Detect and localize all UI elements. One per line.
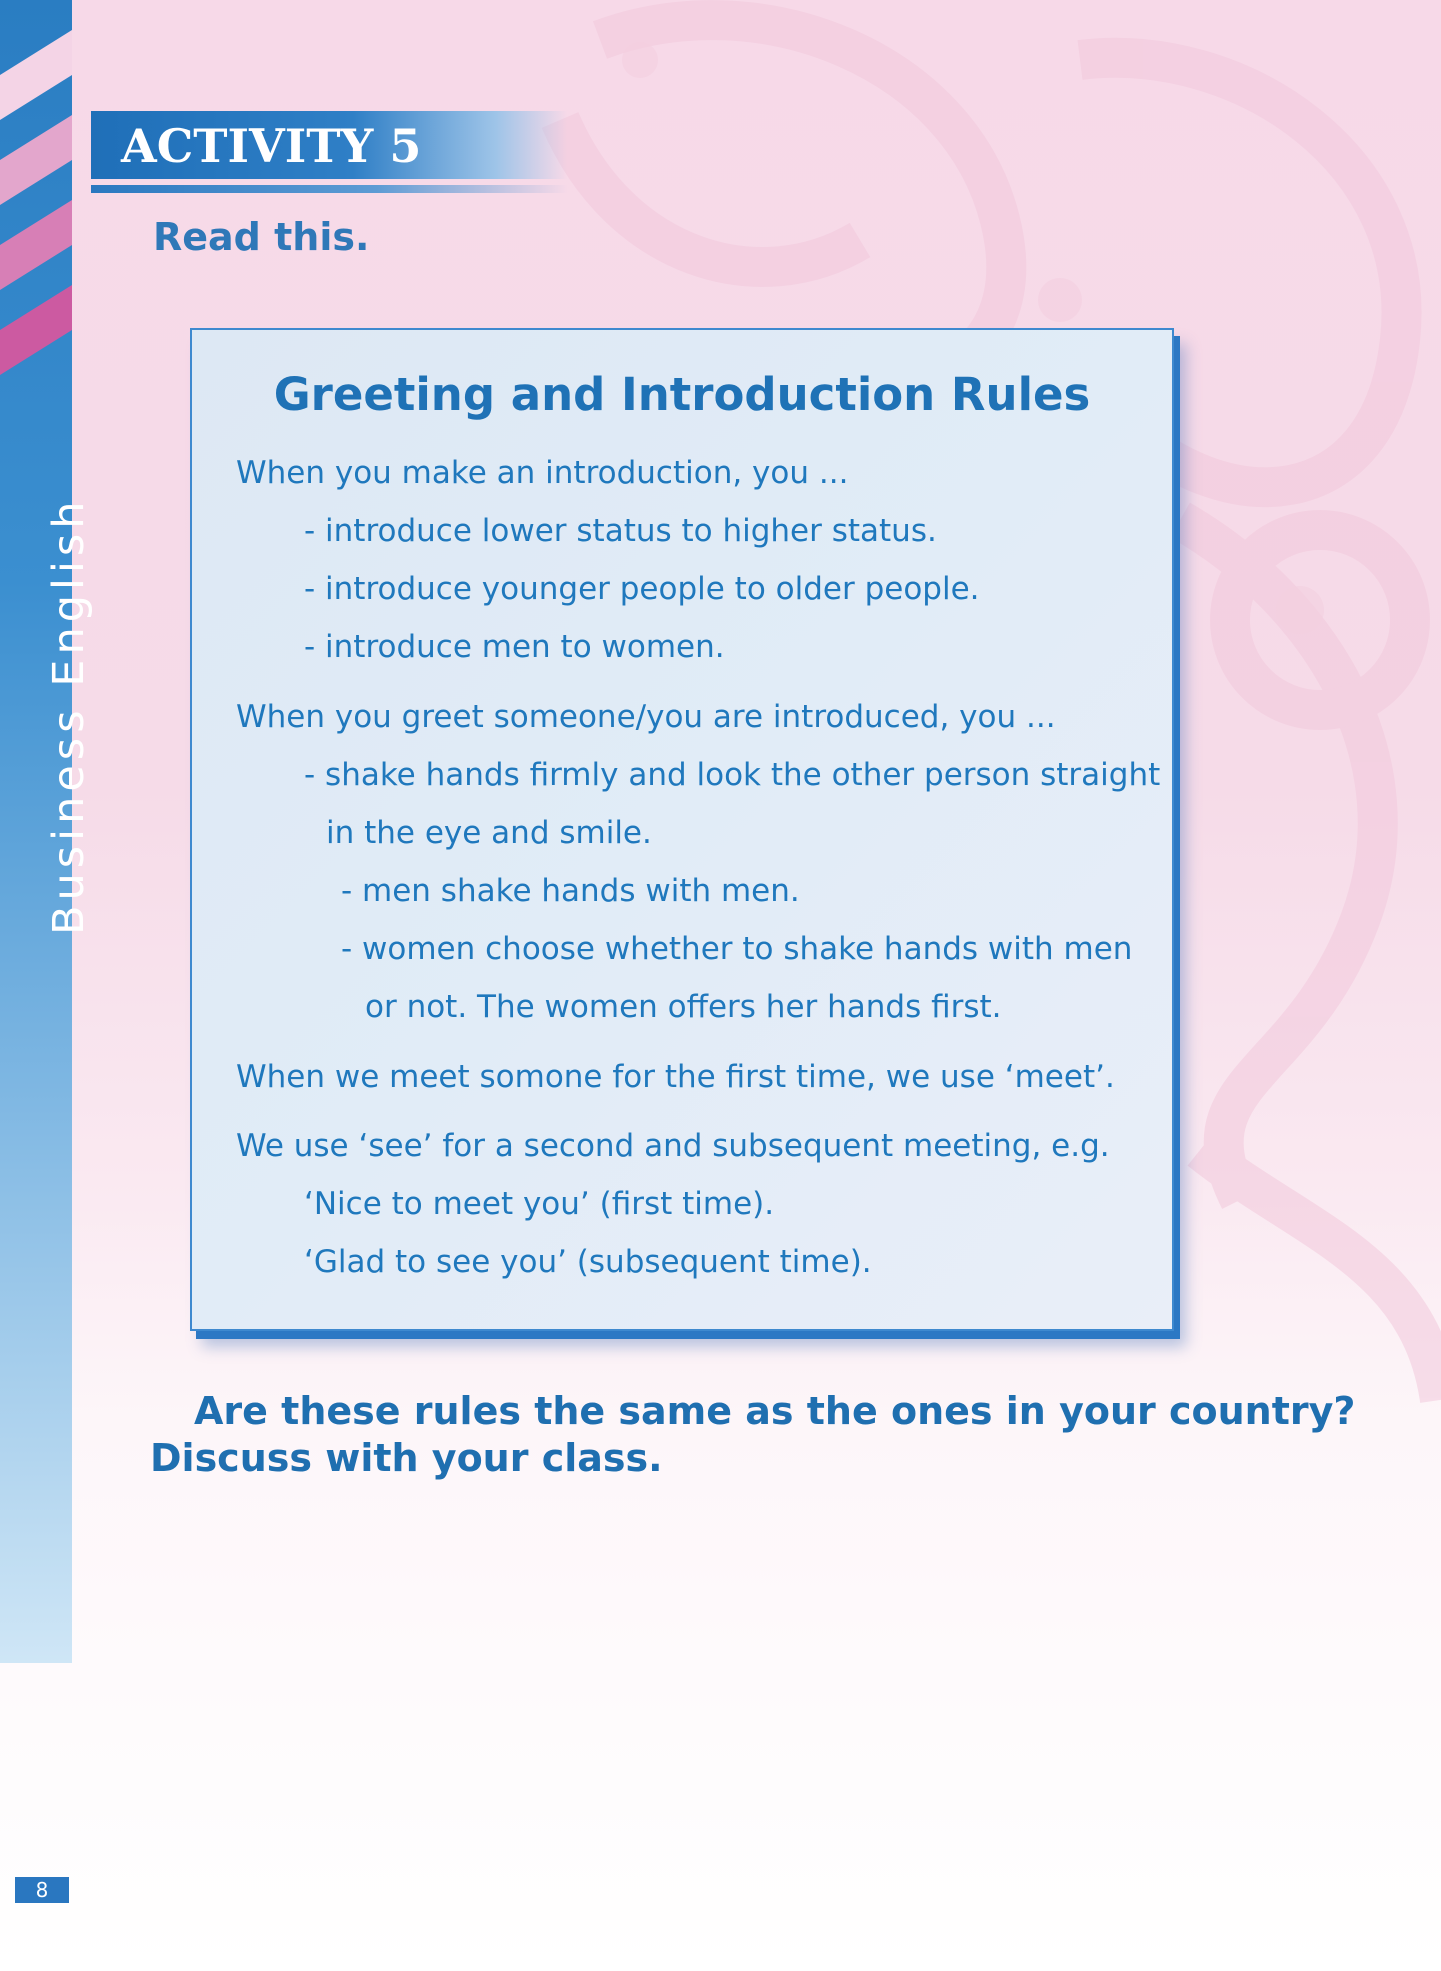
rules-box [190, 328, 1174, 1331]
activity-underline [91, 185, 567, 193]
instruction-text: Read this. [153, 215, 370, 259]
diagonal-stripes-decoration [0, 0, 72, 380]
discussion-instruction: Discuss with your class. [150, 1436, 663, 1480]
rule-line: or not. The women offers her hands first. [365, 989, 1002, 1025]
side-title: Business English [44, 496, 94, 935]
rule-line: - shake hands firmly and look the other person straight [304, 757, 1161, 793]
rule-line: When you make an introduction, you ... [236, 455, 849, 491]
rules-box-title: Greeting and Introduction Rules [273, 368, 1091, 421]
rule-line: - introduce lower status to higher status. [304, 513, 937, 549]
rule-line: ‘Glad to see you’ (subsequent time). [304, 1244, 872, 1280]
rule-line: When you greet someone/you are introduced, you ... [236, 699, 1056, 735]
rule-line: in the eye and smile. [326, 815, 652, 851]
activity-banner [91, 111, 567, 179]
page-number: 8 [15, 1877, 69, 1903]
rule-line: When we meet somone for the first time, we use ‘meet’. [236, 1059, 1115, 1095]
discussion-question: Are these rules the same as the ones in your country? [194, 1389, 1356, 1433]
rule-line: - introduce younger people to older people. [304, 571, 980, 607]
rule-line: - men shake hands with men. [341, 873, 800, 909]
rule-line: - women choose whether to shake hands with men [341, 931, 1133, 967]
rule-line: We use ‘see’ for a second and subsequent meeting, e.g. [236, 1128, 1110, 1164]
rule-line: - introduce men to women. [304, 629, 725, 665]
side-strip [0, 0, 94, 1663]
rule-line: ‘Nice to meet you’ (first time). [304, 1186, 775, 1222]
activity-title: ACTIVITY 5 [121, 119, 422, 173]
